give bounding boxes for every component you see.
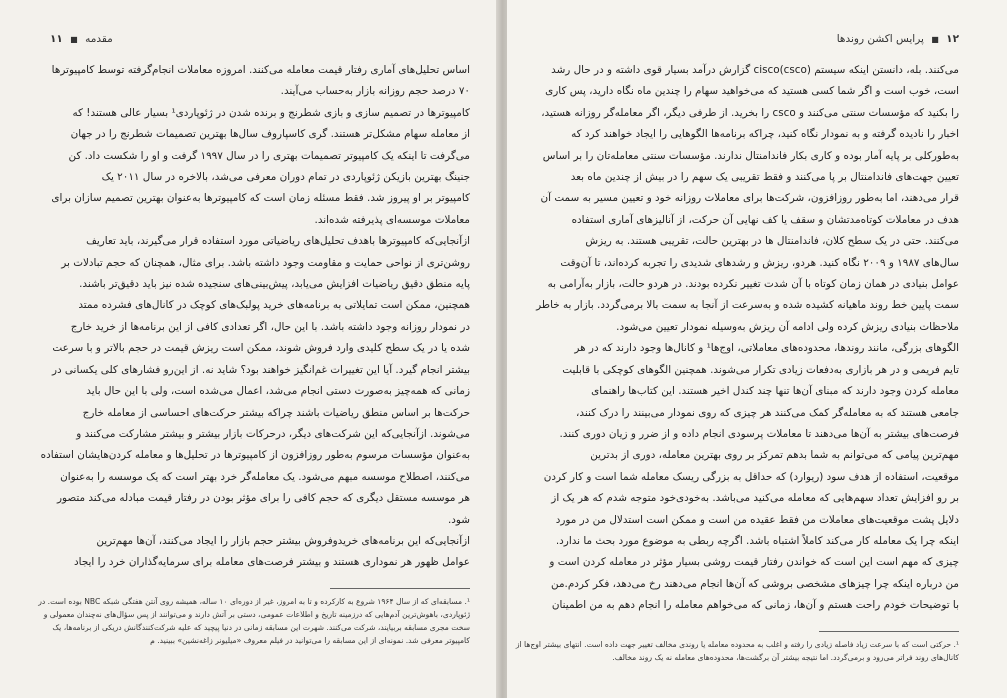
text-line: اساس تحلیل‌های آماری رفتار قیمت معامله می‌کنند. امروزه معاملات انجام‌گرفته توسط کامپیوترها — [51, 64, 470, 76]
left-body-text — [40, 60, 470, 574]
text-line: می‌کنند. بله، دانستن اینکه سیستم cisco(csco) گزارش درآمد بسیار قوی داشته و در حال رشد — [551, 64, 959, 76]
text-line: می‌کنند. حتی در یک سطح کلان، فاندامنتال ها در بهترین حالت، تقریبی هستند. به ریزش — [585, 235, 959, 248]
left-footnote-rule — [330, 588, 470, 589]
right-page — [507, 0, 1007, 698]
left-running-head — [50, 30, 470, 48]
text-line: قرار می‌دهند، اما به‌طور روزافزون، شرکت‌ها برای معاملات روزانه خود و تعیین مسیر به سمت آن — [540, 192, 959, 205]
text-line: بر رو افزایش تعداد سهم‌هایی که معامله می‌کنید می‌باشد. به‌خودی‌خود متوجه شدم که هر یک از — [551, 492, 959, 505]
text-line: چیزی که مهم است این است که خواندن رفتار قیمت روشی بسیار مؤثر در معامله کردن است و — [549, 556, 959, 569]
text-line: کامپیوترها در تصمیم سازی و بازی شطرنج و برنده شدن در ژئوپاردی¹ بسیار عالی هستند! که — [72, 106, 470, 119]
text-line: را بکنید که مؤسسات سنتی می‌کنند و csco را بخرید. از طرفی دیگر، اگر معامله‌گر روزانه هستید، — [541, 106, 959, 119]
left-footnotes — [38, 595, 470, 648]
text-line: عوامل ظهور هر نموداری هستند و بیشتر فرصت‌های معامله برای سرمایه‌گذاران خرد را ایجاد — [74, 556, 470, 569]
text-line: عوامل بنیادی در همان زمان کوتاه با آن شدت تغییر نکرده بودند. در هردو حالت، بازار به‌آرامی به — [547, 278, 959, 291]
text-line: فرصت‌های بیشتر به آن‌ها می‌دهند تا معاملات پرسودی انجام داده و از ضرر و زیان دوری کنند. — [559, 427, 959, 440]
text-line: جنینگ بهترین بازیکن ژئوپاردی در تمام دوران معرفی می‌شد، بالاخره در سال ۲۰۱۱ یک — [101, 171, 470, 184]
text-line: می‌شوند. ازآنجایی‌که این شرکت‌های دیگر، درحرکات بازار بیشتر و بیشتر مشارکت می‌کنند و — [76, 427, 470, 440]
text-line: تایم فریمی و در هر بازاری به‌دفعات زیادی تکرار می‌شوند. همچنین الگوهای کوچکی با قابلیت — [562, 363, 959, 376]
text-line: دلایل پشت موقعیت‌های معاملات من فقط عقیده من است و ممکن است استدلال من در مورد — [555, 513, 959, 526]
text-line: است، خوب است و اگر شما کسی هستید که می‌خواهید سهام را چندین ماه نگاه دارید، پس کاری — [545, 85, 959, 98]
text-line: سال‌های ۱۹۸۷ و ۲۰۰۹ نگاه کنید. هردو، ریزش و رشدهای شدیدی را تجربه کرده‌اند، تا آن‌وقت — [560, 256, 959, 269]
text-line: ۷۰ درصد حجم روزانه بازار به‌حساب می‌آیند. — [280, 85, 470, 98]
text-line: ازآنجایی‌که کامپیوترها باهدف تحلیل‌های ریاضیاتی مورد استفاده قرار می‌گیرند، باید تعاریف — [86, 235, 470, 248]
footnote-line: ¹. مسابقه‌ای که از سال ۱۹۶۴ شروع به کارکرده و تا به امروز، غیر از دوره‌ای ۱۰ ساله، همیشه روی آنتن هفتگی شبکه NBC بوده است. در — [38, 596, 470, 606]
text-line: حرکت‌ها بر اساس منطق ریاضیات باشند چراکه بیشتر حرکت‌های احساسی از معامله خارج — [82, 406, 470, 419]
text-line: بیشتر انجام گیرد. آیا این تغییرات غم‌انگیز خواهند بود؟ شاید نه. از این‌رو فشارهای کلی یکسانی در — [51, 363, 470, 376]
footnote-line: کامپیوتر معرفی شد. نمونه‌ای از این مسابقه را می‌توانید در فیلم معروف «میلیونر زاغه‌نشین» ببینید. م — [150, 636, 470, 646]
text-line: معاملات موسسه‌ای پذیرفته شده‌اند. — [314, 213, 470, 226]
footnote-line: ¹. حرکتی است که با سرعت زیاد فاصله زیادی را رفته و اغلب به محدوده معامله یا روندی مخالف تغییر جهت داده است. انتهای بیشتر اوج‌ها از — [515, 639, 959, 649]
text-line: همچنین، ممکن است تمایلاتی به برنامه‌های خرید پولبک‌های کوچک در کانال‌های فشرده ممتد — [78, 299, 470, 312]
text-line: موقعیت، استفاده از هدف سود (ریوارد) که حداقل به بزرگی ریسک معامله شما است و کار کردن — [543, 470, 959, 483]
text-line: از معامله سهام مشکل‌تر هستند. گری کاسپاروف سال‌ها بهترین تصمیمات شطرنج را در جهان — [70, 128, 470, 141]
text-line: معامله کردن وجود دارند که مبنای آن‌ها تنها چند کندل اخیر هستند. این کتاب‌ها راهنمای — [591, 385, 959, 398]
footnote-line: کانال‌های روند فراتر می‌رود و برمی‌گردد. اما نتیجه بیشتر آن برگشت‌ها، محدوده‌های معامله نه یک روند مخالف. — [612, 652, 959, 662]
right-footnote-rule — [819, 631, 959, 632]
footnote-line: سخت مجری مسابقه بربیایند، شرکت می‌کنند. شهرت این مسابقه زمانی در دنیا پیچید که علیه شرکت‌کنندگانش دریکی از برنامه‌ها، یک — [52, 623, 470, 633]
text-line: اینکه چرا یک معامله کار می‌کند کاملاً اشتباه باشد. اگرچه ربطی به موضوع مورد بحث ما ندارد. — [555, 534, 959, 547]
bullet-icon: ■ — [70, 35, 78, 44]
text-line: من درباره اینکه چرا چیزهای مشخصی بروشی که آن‌ها انجام می‌دهند رخ می‌دهد، فکر کردم.من — [551, 577, 959, 590]
right-running-title: پرایس اکشن روندها — [836, 33, 924, 45]
text-line: ازآنجایی‌که این برنامه‌های خریدوفروش بیشتر حجم بازار را ایجاد می‌کنند، آن‌ها مهم‌ترین — [96, 534, 470, 547]
right-page-number: ۱۲ — [946, 33, 959, 45]
text-line: الگوهای بزرگی، مانند روندها، محدوده‌های معاملاتی، اوج‌ها¹ و کانال‌ها وجود دارند که در هر — [574, 342, 959, 355]
text-line: سمت پایین خط روند ماهیانه کشیده شده و به‌سرعت از آنجا به سمت بالا برمی‌گردد. بازار به خاطر — [536, 299, 959, 312]
text-line: جامعی هستند که به معامله‌گر کمک می‌کنند هر چیزی که روی نمودار می‌بینند را درک کنند، — [576, 406, 959, 419]
text-line: با توضیحات خودم راحت هستم و آن‌ها، زمانی که می‌خواهم معامله را انجام دهم به من اطمینان — [551, 599, 959, 612]
text-line: می‌کنند، اصطلاح موسسه مبهم می‌شود. یک معامله‌گر خرد بهتر است که یک موسسه را به‌عنوان — [60, 470, 470, 483]
text-line: در نمودار روزانه وجود داشته باشد. با این حال، اگر تعدادی کافی از این برنامه‌ها از خرید خارج — [70, 320, 470, 333]
left-page — [0, 0, 500, 698]
text-line: زمانی که همه‌چیز به‌صورت دستی انجام می‌شد، اعمال می‌شده است، ولی با این حال باید — [86, 385, 470, 398]
text-line: شده یا در یک سطح کلیدی وارد فروش شوند، ممکن است ریزش قیمت در حجم بالاتر و با سرعت — [52, 342, 470, 355]
text-line: می‌گرفت تا اینکه یک کامپیوتر تصمیمات بهتری را در سال ۱۹۹۷ گرفت و او را شکست داد. کن — [68, 149, 470, 162]
text-line: مهم‌ترین پیامی که می‌توانم به شما بدهم تمرکز بر روی بهترین معامله، دوری از بدترین — [590, 449, 959, 462]
right-running-head-text — [837, 33, 959, 45]
text-line: به‌طورکلی بر پایه آمار بوده و کاری بکار فاندامنتال ندارند. مؤسسات سنتی معامله‌تان را بر اساس — [542, 149, 959, 162]
right-running-head — [539, 30, 959, 48]
text-line: کامپیوتر بر او پیروز شد. فقط مسئله زمان است که کامپیوترها به‌عنوان بهترین تصمیم سازان برای — [51, 192, 470, 205]
left-running-head-text — [50, 33, 113, 45]
text-line: ملاحظات بنیادی ریزش کرده ولی ادامه آن ریزش به‌وسیله نمودار تعیین می‌شود. — [616, 320, 959, 333]
text-line: اخبار را نادیده گرفته و به نمودار نگاه کنید، چراکه برنامه‌ها الگوهایی را ایجاد خواهند کرد که — [571, 128, 959, 141]
text-line: هدف در معاملات کوتاه‌مدتشان و سقف یا کف نهایی آن حرکت، از آنالیزهای آماری استفاده — [571, 213, 959, 226]
left-page-number: ۱۱ — [50, 33, 63, 45]
text-line: هر موسسه مستقل دیگری که حجم کافی را برای مؤثر بودن در رفتار قیمت مبادله می‌کند متصور — [56, 492, 470, 505]
text-line: به‌عنوان مؤسسات مرسوم به‌طور روزافزون از کامپیوترها در تحلیل‌ها و معامله کردن‌هایشان استفاده — [40, 449, 470, 462]
right-footnotes — [515, 638, 959, 664]
text-line: روشن‌تری از نواحی حمایت و مقاومت وجود داشته باشد. برای مثال، همچنان که حجم تبادلات بر — [61, 256, 470, 269]
left-running-title: مقدمه — [85, 33, 113, 45]
text-line: پایه منطق دقیق ریاضیات افزایش می‌یابد، پیش‌بینی‌های سنجیده شده نیز باید دقیق‌تر باشند. — [79, 278, 470, 291]
footnote-line: ژئوپاردی، باهوش‌ترین آدم‌هایی که درزمینه تاریخ و اطلاعات عمومی، دستی بر آتش دارند و می‌توانند از پس سؤال‌های نه‌چندان معمولی و — [43, 609, 470, 619]
text-line: شود. — [447, 513, 470, 526]
right-body-text — [536, 60, 959, 617]
bullet-icon: ■ — [931, 35, 939, 44]
text-line: تعیین جهت‌های فاندامنتال بر پا می‌کنند و فقط تقریبی یک سهم را در بیش از چندین ماه بعد — [570, 171, 959, 184]
